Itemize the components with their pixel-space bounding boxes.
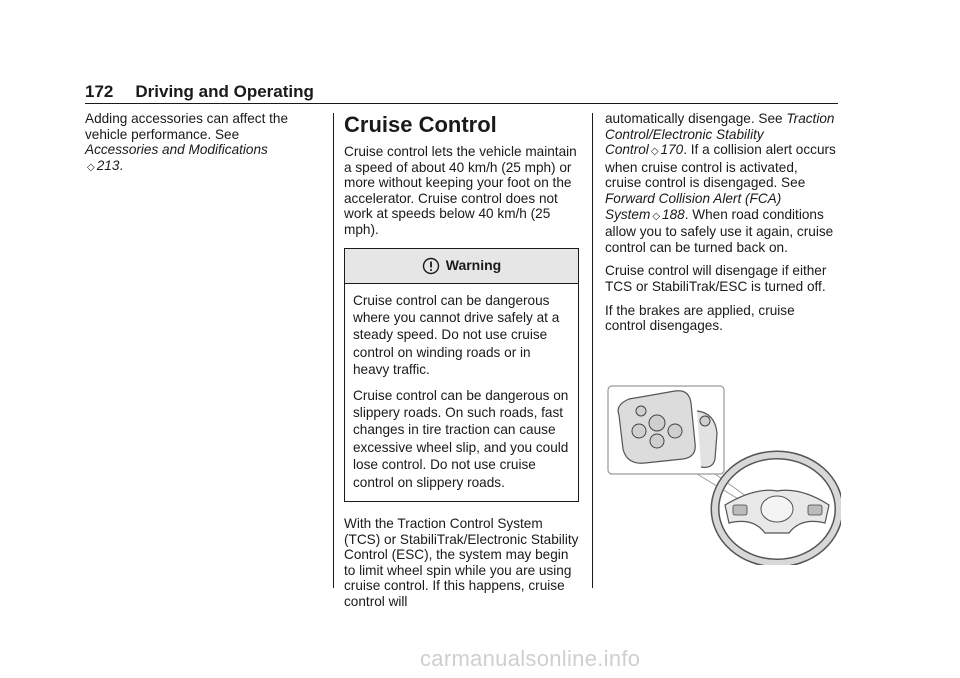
accessories-text: Adding accessories can affect the vehicle performance. See (85, 111, 289, 142)
column-3 (605, 111, 837, 342)
accessories-paragraph (85, 111, 315, 175)
cancel-button (632, 424, 646, 438)
accessories-ref-link[interactable]: Accessories and Modifications (85, 142, 268, 158)
header-rule (85, 103, 838, 104)
warning-box (344, 248, 579, 502)
gap-button (636, 406, 646, 416)
warning-paragraph-2: Cruise control can be dangerous on slippery roads. On such roads, fast changes in tire traction can cause excessive wheel slip, and you could lose control. Do not use cruise control on slippery roads. (353, 387, 569, 490)
warning-icon (422, 257, 440, 275)
set-button (649, 415, 665, 431)
cruise-intro: Cruise control lets the vehicle maintain a speed of about 40 km/h (25 mph) or more without keeping your foot on the accelerator. Cruise control does not work at speeds below 40 km/h (25 mph). (344, 144, 577, 237)
column-1 (85, 111, 315, 183)
ref-end-punct: . (119, 157, 124, 173)
warning-body (345, 284, 578, 501)
side-button (700, 416, 710, 426)
traction-control-ref-page[interactable]: 170 (660, 142, 684, 158)
watermark: carmanualsonline.info (420, 646, 641, 671)
page-ref-icon: ◇ (652, 210, 661, 222)
resume-button (650, 434, 664, 448)
brakes-paragraph: If the brakes are applied, cruise control disengages. (605, 302, 795, 334)
fca-ref-page[interactable]: 188 (662, 206, 685, 222)
page-header (85, 82, 838, 102)
page-ref-icon: ◇ (87, 161, 95, 173)
warning-paragraph-1: Cruise control can be dangerous where you cannot drive safely at a steady speed. Do not use cruise control on winding roads or in heavy traffic. (353, 292, 560, 378)
section-heading: Cruise Control (344, 112, 497, 137)
disengage-text-c: . When road conditions allow you to safely use it again, cruise control can be turned back on. (605, 206, 834, 255)
accessories-ref-page[interactable]: 213 (96, 157, 120, 173)
disengage-paragraph (605, 111, 837, 255)
warning-label: Warning (445, 256, 502, 273)
disengage-text-b: . If a collision alert occurs when cruise control is activated, cruise control is disengaged. See (605, 142, 836, 191)
section-title: Driving and Operating (135, 82, 314, 101)
page-ref-icon: ◇ (650, 146, 659, 158)
tcs-off-paragraph: Cruise control will disengage if either TCS or StabiliTrak/ESC is turned off. (605, 263, 827, 294)
warning-header (345, 249, 578, 284)
steering-wheel (715, 455, 839, 563)
column-divider-left (333, 113, 334, 588)
steering-wheel-illustration (605, 383, 841, 565)
traction-control-ref-link[interactable]: Traction Control/Electronic Stability Control (605, 111, 835, 158)
fca-ref-link[interactable]: Forward Collision Alert (FCA) System (605, 190, 782, 222)
column-divider-right (592, 113, 593, 588)
disengage-text-a: automatically disengage. See (605, 111, 783, 126)
on-off-button (668, 424, 682, 438)
tcs-paragraph: With the Traction Control System (TCS) or StabiliTrak/Electronic Stability Control (ESC), the system may begin to limit wheel spin while you are using cruise control. If this happens, cruise control will (344, 516, 579, 609)
page-number: 172 (85, 82, 114, 101)
column-2 (344, 112, 579, 618)
